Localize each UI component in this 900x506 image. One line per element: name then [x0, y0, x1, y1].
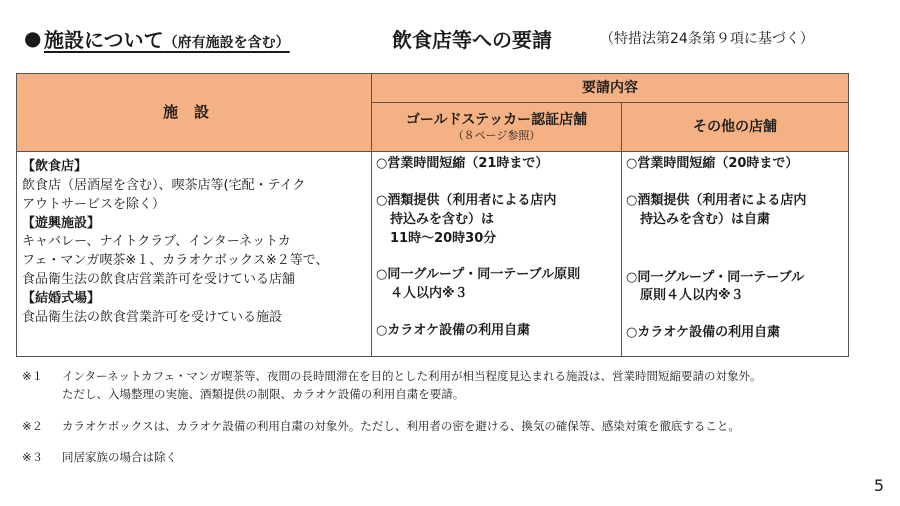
bullet-icon: ● — [24, 26, 42, 50]
facility-line: アウトサービスを除く） — [22, 196, 166, 212]
request-group-cont: ４人以内※３ — [390, 286, 468, 302]
facility-heading-entertainment: 【遊興施設】 — [22, 215, 101, 231]
facility-cell — [17, 152, 372, 357]
section-title — [44, 24, 290, 53]
request-group: ○同一グループ・同一テーブル原則 — [376, 267, 581, 283]
request-column-header: 要請内容 — [372, 74, 849, 103]
page-header — [24, 24, 884, 54]
request-group: ○同一グループ・同一テーブル — [626, 269, 805, 285]
request-table — [16, 73, 849, 357]
request-hours: ○営業時間短縮（21時まで） — [376, 156, 549, 171]
facility-line: 飲食店（居酒屋を含む）、喫茶店等(宅配・テイク — [22, 177, 306, 193]
footnote-1: ※１ インターネットカフェ・マンガ喫茶等、夜間の長時間滞在を目的とした利用が相当程度見込まれる施設は、営業時間短縮要請の対象外。 — [22, 369, 762, 383]
facility-line: キャバレー、ナイトクラブ、インターネットカ — [22, 234, 291, 250]
request-alcohol: ○酒類提供（利用者による店内 — [376, 192, 557, 208]
facility-line: 食品衛生法の飲食店営業許可を受けている店舗 — [22, 272, 296, 288]
facility-line: 食品衛生法の飲食営業許可を受けている施設 — [22, 309, 283, 325]
request-group-cont: 原則４人以内※３ — [640, 288, 744, 304]
gold-sticker-header — [372, 103, 622, 152]
request-heading: 飲食店等への要請 — [392, 28, 552, 52]
facility-line: フェ・マンガ喫茶※１、カラオケボックス※２等で、 — [22, 253, 329, 269]
facility-column-header: 施設 — [17, 74, 372, 152]
other-stores-header: その他の店舗 — [622, 103, 849, 152]
request-hours: ○営業時間短縮（20時まで） — [626, 156, 799, 171]
page-number: 5 — [873, 476, 884, 495]
request-karaoke: ○カラオケ設備の利用自粛 — [626, 325, 781, 341]
footnote-3: ※３ 同居家族の場合は除く — [22, 450, 177, 465]
other-stores-requests — [622, 152, 849, 357]
request-alcohol-cont: 持込みを含む）は自粛 — [640, 211, 771, 227]
request-karaoke: ○カラオケ設備の利用自粛 — [376, 323, 531, 339]
facility-heading-restaurant: 【飲食店】 — [22, 159, 88, 174]
request-alcohol-hours: 11時～20時30分 — [390, 230, 497, 246]
request-alcohol: ○酒類提供（利用者による店内 — [626, 192, 807, 208]
gold-sticker-requests — [372, 152, 622, 357]
gold-sticker-header-note: （８ページ参照） — [452, 128, 541, 142]
footnotes — [22, 368, 882, 467]
gold-sticker-header-label: ゴールドステッカー認証店舗 — [405, 111, 588, 128]
section-title-main: 施設について — [44, 28, 164, 52]
footnote-1-cont: ただし、入場整理の実施、酒類提供の制限、カラオケ設備の利用自粛を要請。 — [62, 386, 465, 401]
footnote-2: ※２ カラオケボックスは、カラオケ設備の利用自粛の対象外。ただし、利用者の密を避ける、換気の確保等、感染対策を徹底すること。 — [22, 418, 740, 433]
facility-heading-wedding: 【結婚式場】 — [22, 290, 101, 306]
request-alcohol-cont: 持込みを含む）は — [390, 211, 495, 227]
legal-basis: （特措法第24条第９項に基づく） — [600, 31, 814, 47]
section-title-sub: （府有施設を含む） — [163, 35, 290, 51]
